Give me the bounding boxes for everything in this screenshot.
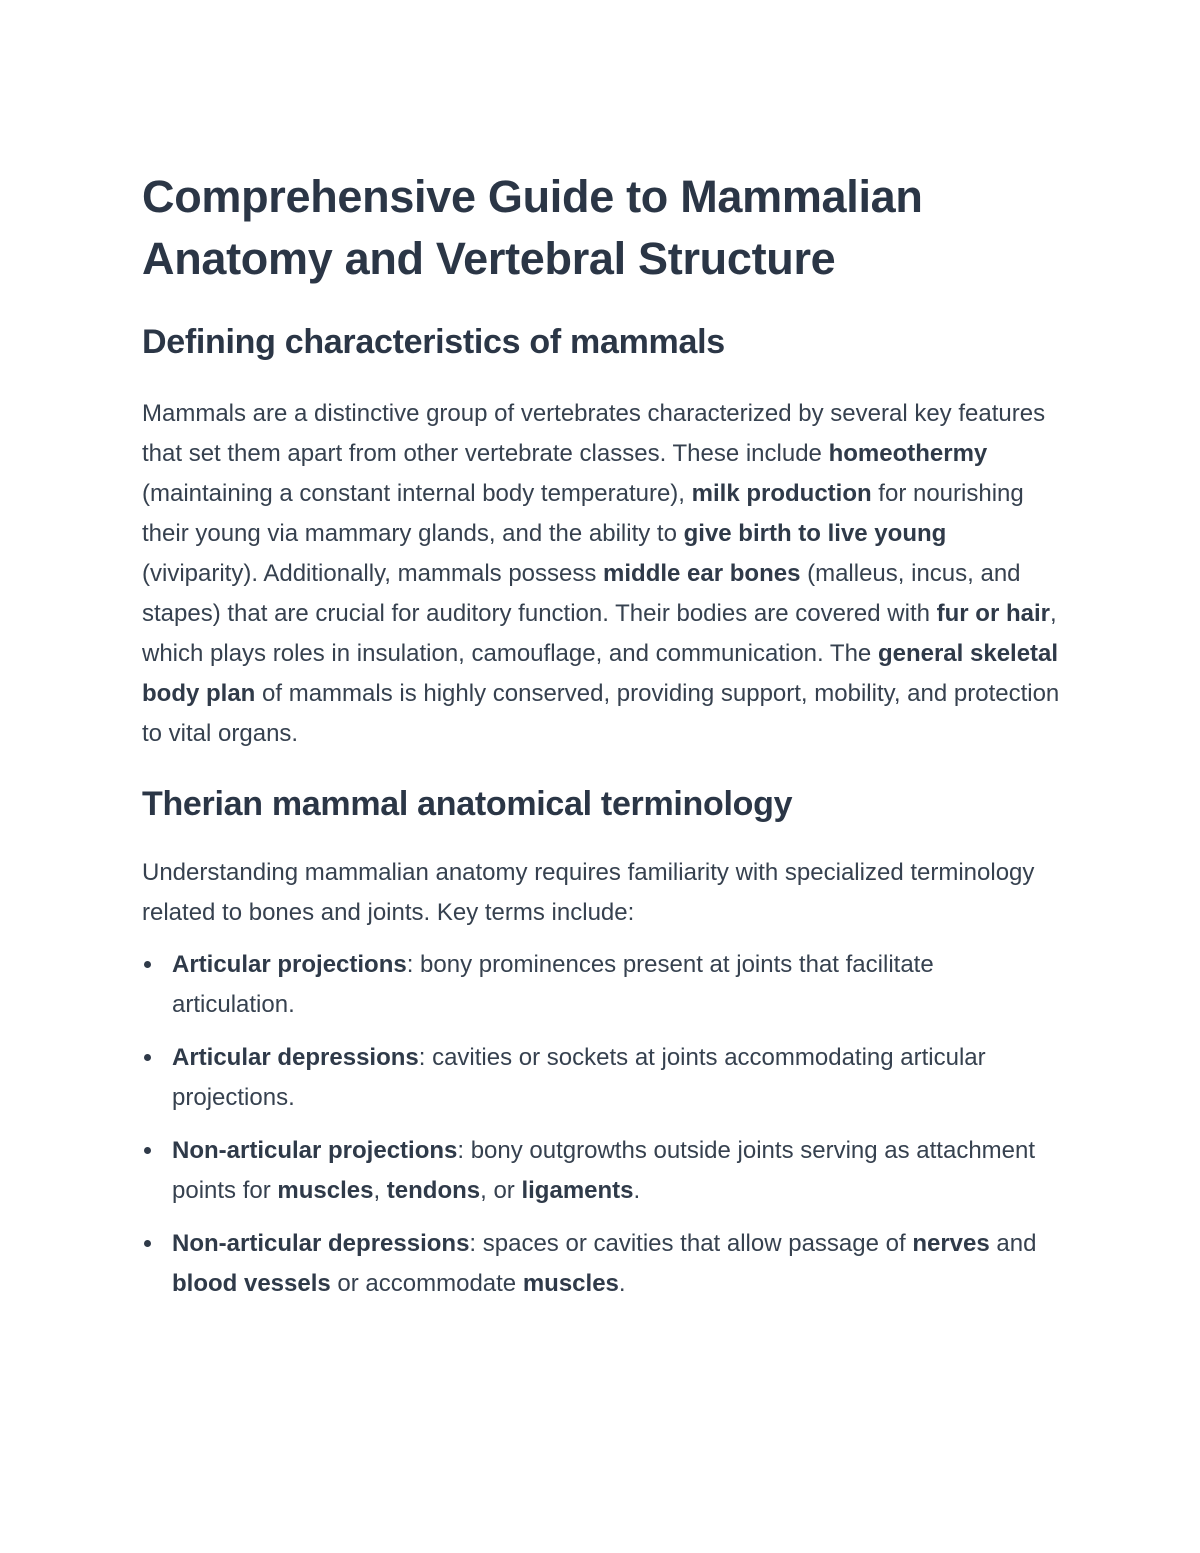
- bold-term-ligaments: ligaments: [521, 1177, 634, 1204]
- paragraph-terminology-intro: Understanding mammalian anatomy requires familiarity with specialized terminology related to bones and joints. Key terms include:: [142, 859, 1035, 926]
- list-item-term: Articular projections: [172, 951, 407, 978]
- list-item-text: : cavities or sockets at joints accommodating articular projections.: [172, 1044, 986, 1111]
- bold-term-tendons: tendons: [386, 1177, 481, 1204]
- list-item-term: Articular depressions: [172, 1044, 419, 1071]
- text-run: , which plays roles in insulation, camouflage, and communication. The: [142, 600, 1057, 667]
- terminology-list: [142, 945, 1062, 1304]
- document-page: [142, 166, 1062, 1317]
- text-run: ,: [373, 1177, 387, 1204]
- list-item-term: Non-articular depressions: [172, 1230, 470, 1257]
- bullet-icon: [144, 961, 151, 968]
- bold-term-blood-vessels: blood vessels: [172, 1270, 331, 1297]
- bold-term-fur-or-hair: fur or hair: [936, 600, 1050, 627]
- list-item-term: Non-articular projections: [172, 1137, 458, 1164]
- list-item: [142, 945, 1062, 1025]
- bold-term-live-young: give birth to live young: [683, 520, 947, 547]
- text-run: .: [618, 1270, 626, 1297]
- list-item: [142, 1131, 1062, 1211]
- text-run: .: [633, 1177, 641, 1204]
- bold-term-middle-ear-bones: middle ear bones: [603, 560, 801, 587]
- document-title: Comprehensive Guide to Mammalian Anatomy and Vertebral Structure: [142, 171, 923, 284]
- text-run: for nourishing their young via mammary glands, and the ability to: [142, 480, 1024, 547]
- text-run: (malleus, incus, and stapes) that are crucial for auditory function. Their bodies are covered with: [142, 560, 1021, 627]
- text-run: of mammals is highly conserved, providing support, mobility, and protection to vital organs.: [142, 680, 1060, 747]
- list-item: [142, 1224, 1062, 1304]
- list-item-text: : bony prominences present at joints that facilitate articulation.: [172, 951, 934, 1018]
- section-heading-mammal-characteristics: Defining characteristics of mammals: [142, 323, 725, 361]
- section-heading-therian-terminology: Therian mammal anatomical terminology: [142, 785, 793, 823]
- bold-term-homeothermy: homeothermy: [828, 440, 988, 467]
- list-item-text: : bony outgrowths outside joints serving as attachment points for: [172, 1137, 1036, 1204]
- text-run: (maintaining a constant internal body temperature),: [142, 480, 692, 507]
- text-run: (viviparity). Additionally, mammals possess: [142, 560, 604, 587]
- bold-term-skeletal-body-plan: general skeletal body plan: [142, 640, 1059, 707]
- text-run: and: [989, 1230, 1037, 1257]
- list-item: [142, 1038, 1062, 1118]
- bullet-icon: [144, 1147, 151, 1154]
- paragraph-mammal-characteristics: [142, 394, 1062, 754]
- bullet-icon: [144, 1240, 151, 1247]
- bold-term-muscles: muscles: [522, 1270, 619, 1297]
- text-run: Mammals are a distinctive group of vertebrates characterized by several key features that set them apart from other vertebrate classes. These include: [142, 400, 1046, 467]
- bold-term-nerves: nerves: [912, 1230, 990, 1257]
- text-run: , or: [480, 1177, 522, 1204]
- list-item-text: : spaces or cavities that allow passage of: [469, 1230, 913, 1257]
- text-run: or accommodate: [330, 1270, 523, 1297]
- bullet-icon: [144, 1054, 151, 1061]
- bold-term-milk-production: milk production: [691, 480, 872, 507]
- bold-term-muscles: muscles: [277, 1177, 374, 1204]
